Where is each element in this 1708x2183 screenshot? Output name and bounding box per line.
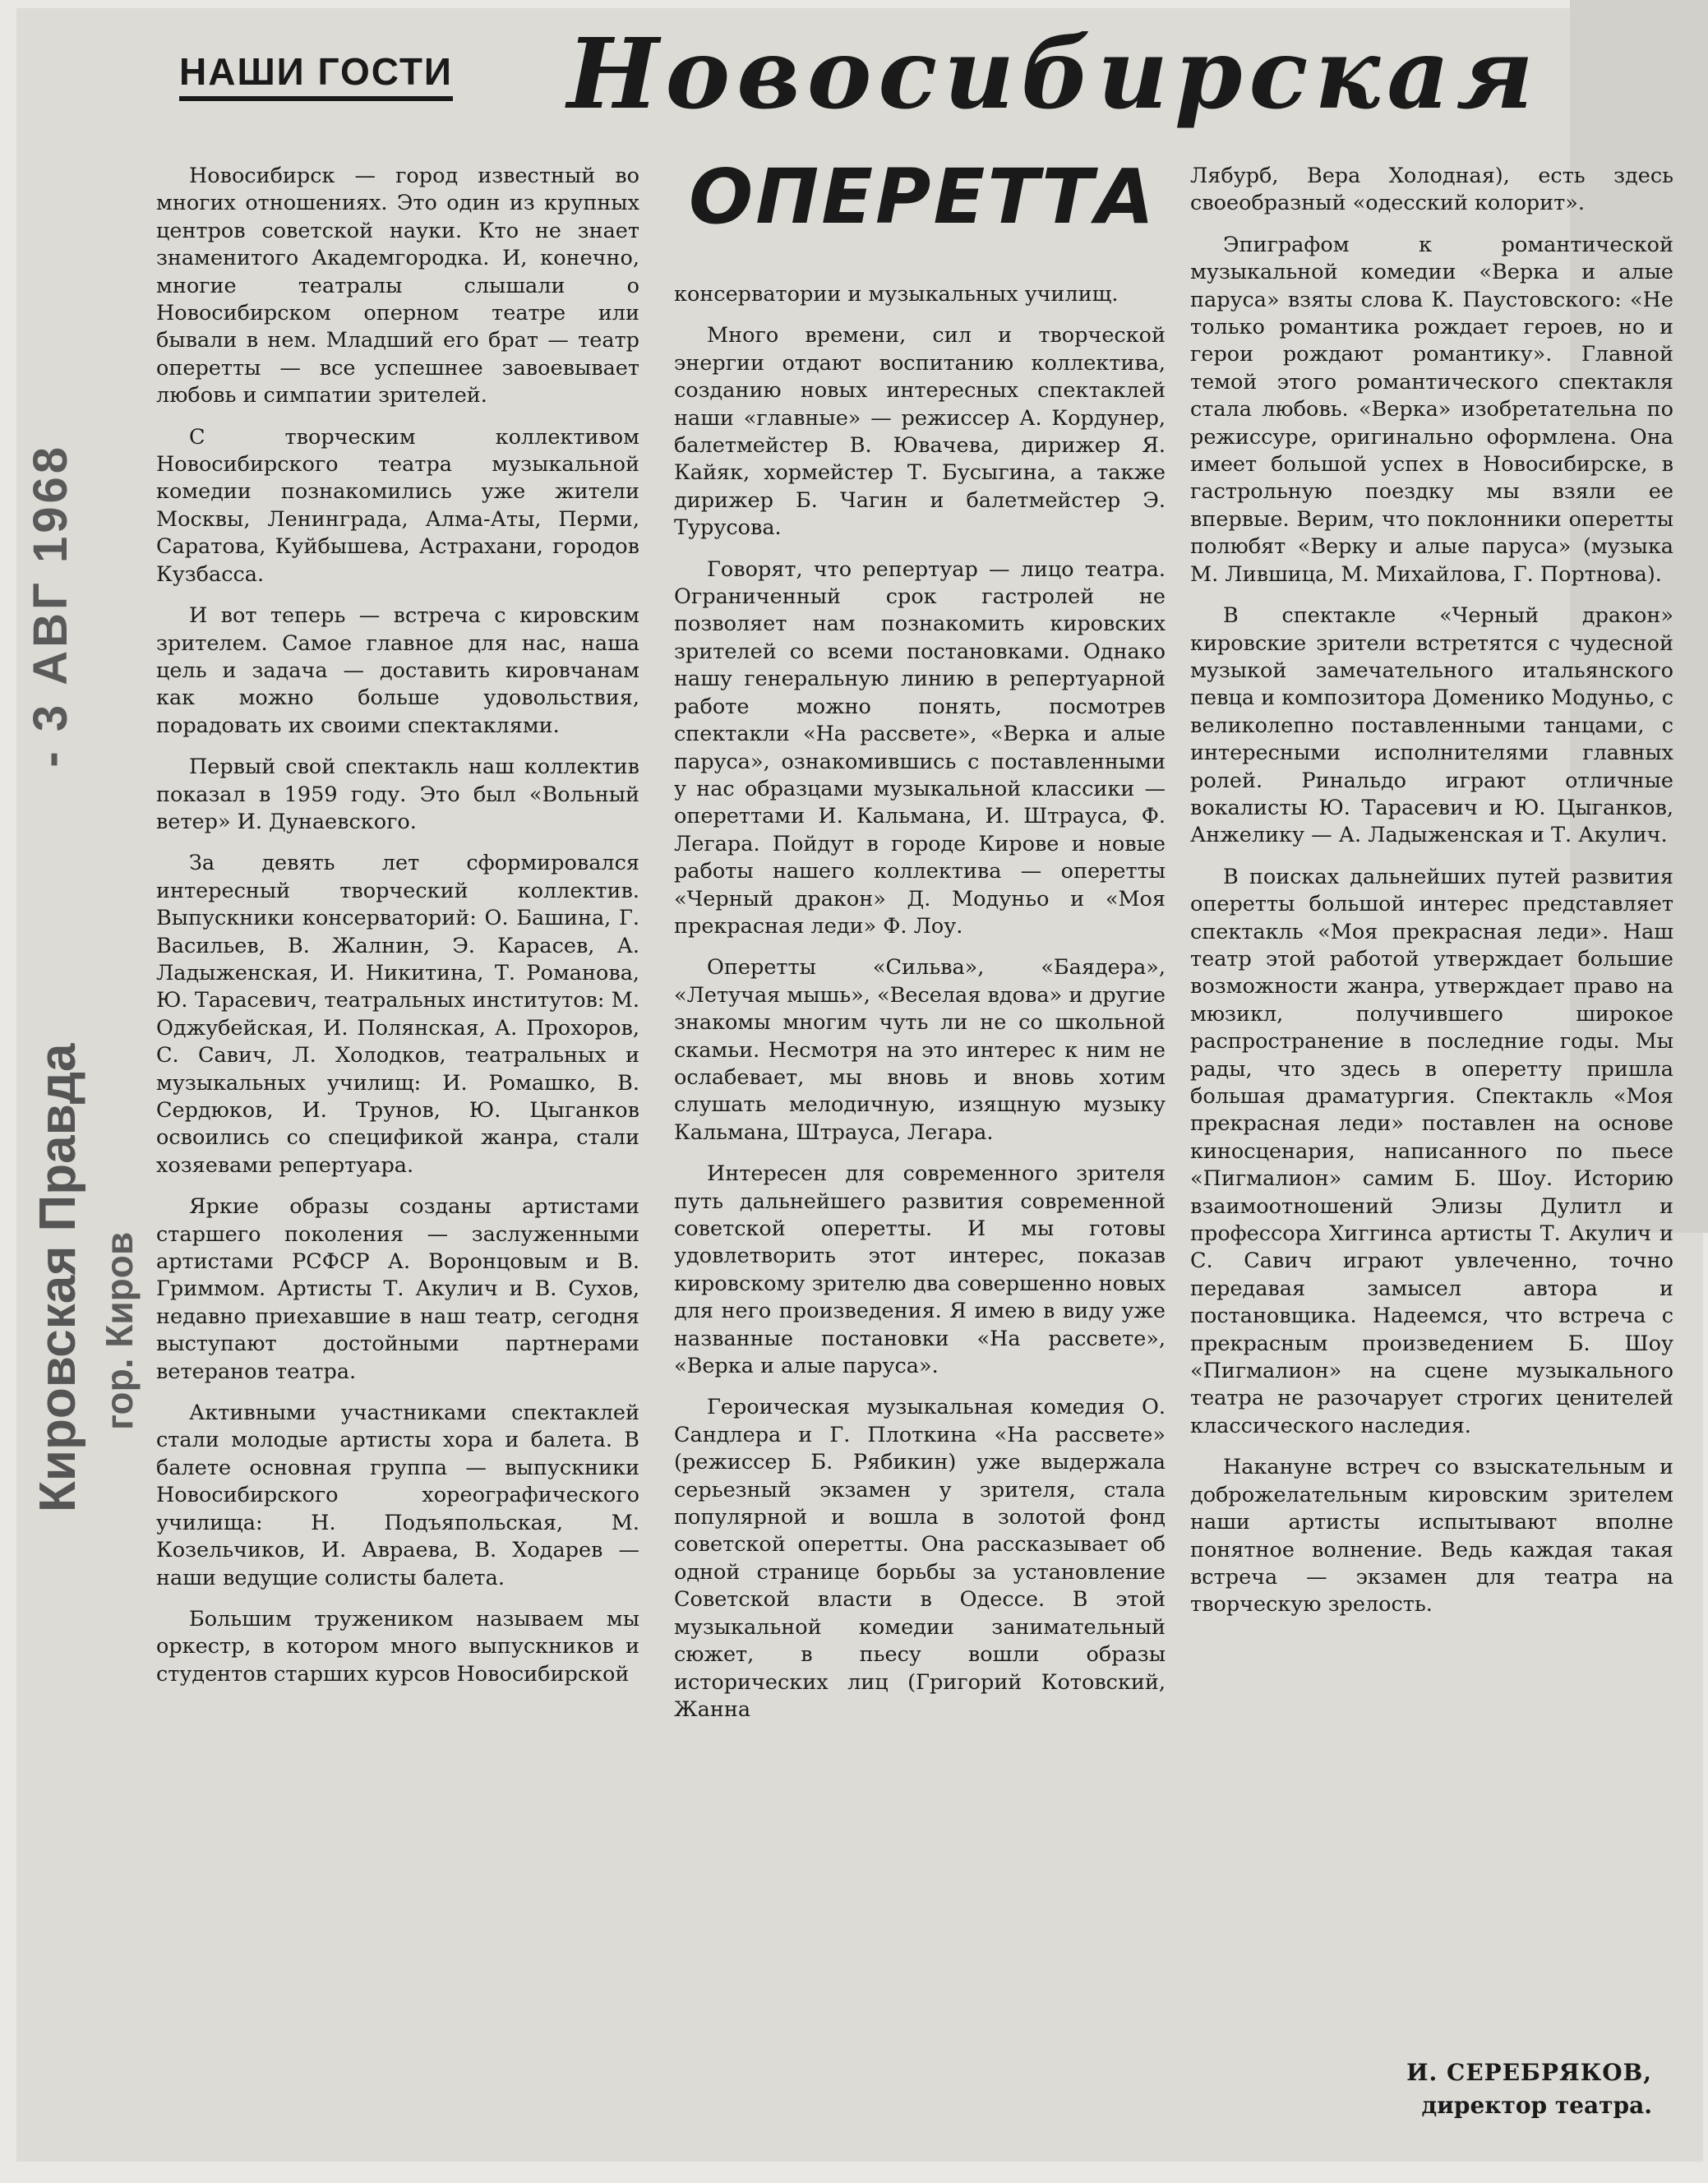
article-column-1: [156, 163, 639, 1702]
paragraph: Много времени, сил и творческой энергии отдают воспитанию коллектива, созданию новых интересных спектаклей наши «главные» — режиссер А. Кордунер, балетмейстер В. Ювачева, дирижер Я. Кайяк, хормейстер Т. Бусыгина, а также дирижер Б. Чагин и балетмейстер Э. Турусова.: [674, 323, 1166, 541]
paragraph: Накануне встреч со взыскательным и доброжелательным кировским зрителем наши артисты испытывают вполне понятное волнение. Ведь каждая такая встреча — экзамен для театра на творческую зрелость.: [1190, 1455, 1673, 1618]
paragraph: Говорят, что репертуар — лицо театра. Ограниченный срок гастролей не позволяет нам познакомить кировских зрителей со всеми постановками. Однако нашу генеральную линию в репертуарной работе можно понять, посмотрев спектакли «На рассвете», «Верка и алые паруса», ознакомившись с поставленными у нас образцами музыкальной классики — опереттами И. Кальмана, И. Штрауса, Ф. Легара. Пойдут в городе Кирове и новые работы нашего коллектива — оперетты «Черный дракон» Д. Модуньо и «Моя прекрасная леди» Ф. Лоу.: [674, 556, 1166, 939]
paragraph-continued: консерватории и музыкальных училищ.: [674, 282, 1119, 307]
author-name: И. СЕРЕБРЯКОВ,: [1406, 2059, 1652, 2086]
paragraph: Первый свой спектакль наш коллектив показал в 1959 году. Это был «Вольный ветер» И. Дунаевского.: [156, 755, 639, 834]
article-subheadline: ОПЕРЕТТА: [689, 153, 1157, 241]
paragraph-continued: Лябурб, Вера Холодная), есть здесь своеобразный «одесский колорит».: [1190, 164, 1673, 216]
paragraph: Большим тружеником называем мы оркестр, в котором много выпускников и студентов старших курсов Новосибирской: [156, 1606, 639, 1687]
article-column-2: [674, 281, 1166, 1738]
paragraph: Новосибирск — город известный во многих отношениях. Это один из крупных центров советской науки. Кто не знает знаменитого Академгородка. И, конечно, многие театралы слышали о Новосибирском оперном театре или бывали в нем. Младший его брат — театр оперетты — все успешнее завоевывает любовь и симпатии зрителей.: [156, 164, 639, 408]
article-column-3: [1190, 163, 1673, 1633]
paragraph: С творческим коллективом Новосибирского театра музыкальной комедии познакомились уже жители Москвы, Ленинграда, Алма-Аты, Перми, Саратова, Куйбышева, Астрахани, городов Кузбасса.: [156, 424, 639, 587]
rubric-label: НАШИ ГОСТИ: [179, 51, 453, 101]
paragraph: Интересен для современного зрителя путь дальнейшего развития современной советской оперетты. И мы готовы удовлетворить этот интерес, показав кировскому зрителю два совершенно новых для него произведения. Я имею в виду уже названные постановки «На рассвете», «Верка и алые паруса».: [674, 1161, 1166, 1379]
author-signature: [1190, 2056, 1652, 2122]
paragraph: Оперетты «Сильва», «Баядера», «Летучая мышь», «Веселая вдова» и другие знакомы многим чуть ли не со школьной скамьи. Несмотря на это интерес к ним не ослабевает, мы вновь и вновь хотим слушать мелодичную, изящную музыку Кальмана, Штрауса, Легара.: [674, 955, 1166, 1145]
article-headline: Новосибирская: [567, 16, 1540, 131]
paragraph: Яркие образы созданы артистами старшего поколения — заслуженными артистами РСФСР А. Воронцовым и В. Гриммом. Артисты Т. Акулич и В. Сухов, недавно приехавшие в наш театр, сегодня выступают достойными партнерами ветеранов театра.: [156, 1194, 639, 1384]
paragraph: За девять лет сформировался интересный творческий коллектив. Выпускники консерваторий: О. Башина, Г. Васильев, В. Жалнин, Э. Карасев, А. Ладыженская, И. Никитина, Т. Романова, Ю. Тарасевич, театральных институтов: М. Оджубейская, И. Полянская, А. Прохоров, С. Савич, Л. Холодков, театральных и музыкальных училищ: И. Ромашко, В. Сердюков, И. Трунов, Ю. Цыганков освоились со спецификой жанра, стали хозяевами репертуара.: [156, 851, 639, 1178]
paragraph: Героическая музыкальная комедия О. Сандлера и Г. Плоткина «На рассвете» (режиссер Б. Рябикин) уже выдержала серьезный экзамен у зрителя, стала популярной и вошла в золотой фонд советской оперетты. Она рассказывает об одной странице борьбы за установление Советской власти в Одессе. В этой музыкальной комедии занимательный сюжет, в пьесу вошли образы исторических лиц (Григорий Котовский, Жанна: [674, 1395, 1166, 1722]
city-stamp: гор. Киров: [98, 1231, 141, 1430]
paragraph: И вот теперь — встреча с кировским зрителем. Самое главное для нас, наша цель и задача — доставить кировчанам как можно больше удовольствия, порадовать их своими спектаклями.: [156, 603, 639, 738]
paragraph: Эпиграфом к романтической музыкальной комедии «Верка и алые паруса» взяты слова К. Паустовского: «Не только романтика рождает героев, но и герои рождают романтику». Главной темой этого романтического спектакля стала любовь. «Верка» изобретательна по режиссуре, оригинально оформлена. Она имеет большой успех в Новосибирске, в гастрольную поездку мы взяли ее впервые. Верим, что поклонники оперетты полюбят «Верку и алые паруса» (музыка М. Лившица, М. Михайлова, Г. Портнова).: [1190, 232, 1673, 587]
newspaper-name-stamp: Кировская Правда: [30, 1043, 86, 1512]
author-title: директор театра.: [1421, 2092, 1652, 2119]
paragraph: В спектакле «Черный дракон» кировские зрители встретятся с чудесной музыкой замечательного итальянского певца и композитора Доменико Модуньо, с великолепно поставленными танцами, с интересными исполнителями главных ролей. Ринальдо играют отличные вокалисты Ю. Тарасевич и Ю. Цыганков, Анжелику — А. Ладыженская и Т. Акулич.: [1190, 603, 1674, 848]
date-stamp: - 3 АВГ 1968: [24, 444, 77, 768]
paragraph: Активными участниками спектаклей стали молодые артисты хора и балета. В балете основная группа — выпускники Новосибирского хореографического училища: Н. Подъяпольская, М. Козельчиков, И. Авраева, В. Ходарев — наши ведущие солисты балета.: [156, 1401, 639, 1590]
paragraph: В поисках дальнейших путей развития оперетты большой интерес представляет спектакль «Моя прекрасная леди». Наш театр этой работой утверждает большие возможности жанра, утверждает право на мюзикл, получившего широкое распространение в последние годы. Мы рады, что здесь в оперетту пришла большая драматургия. Спектакль «Моя прекрасная леди» поставлен на основе киносценария, написанного по пьесе «Пигмалион» самим Б. Шоу. Историю взаимоотношений Элизы Дулитл и профессора Хиггинса артисты Т. Акулич и С. Савич играют увлеченно, точно передавая замысел автора и постановщика. Надеемся, что встреча с прекрасным произведением Б. Шоу «Пигмалион» на сцене музыкального театра не разочарует строгих ценителей классического наследия.: [1190, 864, 1673, 1438]
